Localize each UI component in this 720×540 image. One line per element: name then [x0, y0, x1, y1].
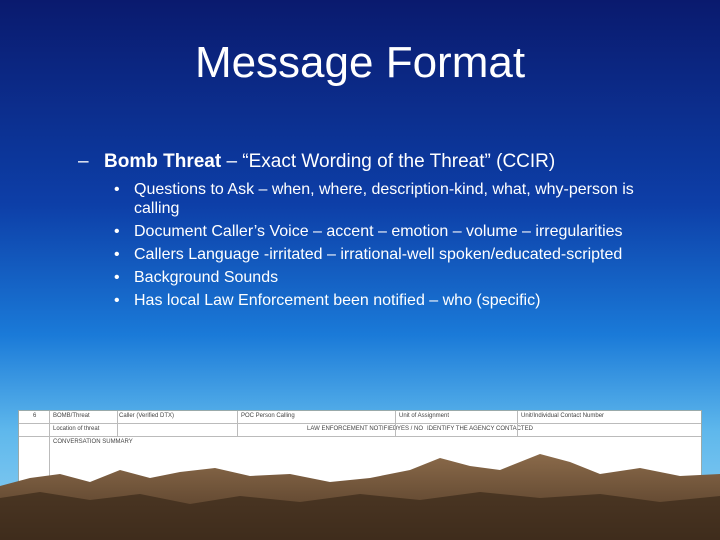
form-divider: [395, 411, 396, 437]
sub-bullet: • Document Caller’s Voice – accent – emotion – volume – irregularities: [114, 223, 623, 240]
form-caller: Caller (Verified DTX): [119, 413, 175, 419]
form-unit: Unit of Assignment: [399, 413, 450, 419]
sub-bullet: • Callers Language -irritated – irrational-well spoken/educated-scripted: [114, 246, 623, 263]
sub-bullet: • Has local Law Enforcement been notified – who (specific): [114, 292, 541, 309]
form-row-number: 6: [33, 413, 37, 419]
form-law: LAW ENFORCEMENT NOTIFIED: [307, 426, 398, 432]
form-divider: [517, 411, 518, 437]
sub-bullet-list: [112, 180, 672, 314]
form-contact: Unit/Individual Contact Number: [521, 413, 605, 419]
bomb-threat-label: Bomb Threat: [104, 151, 222, 172]
form-divider: [117, 411, 118, 437]
main-bullet: [78, 150, 698, 174]
form-agency: IDENTIFY THE AGENCY CONTACTED: [427, 426, 533, 432]
bullet-dot-icon: •: [114, 292, 120, 309]
form-poc: POC Person Calling: [241, 413, 295, 419]
form-yes-no: YES / NO: [397, 426, 424, 432]
form-bomb-threat: BOMB/Threat: [53, 413, 90, 419]
form-location: Location of threat: [53, 426, 100, 432]
sub-bullet: • Questions to Ask – when, where, description-kind, what, why-person is calling: [114, 181, 634, 217]
bullet-dot-icon: •: [114, 223, 120, 240]
bullet-dot-icon: •: [114, 269, 120, 286]
form-row-location: [19, 424, 701, 437]
bullet-dot-icon: •: [114, 246, 120, 263]
sub-bullet: • Background Sounds: [114, 269, 279, 286]
form-divider: [237, 411, 238, 437]
slide-title: Message Format: [194, 38, 526, 87]
form-row-header: [19, 411, 701, 424]
form-summary: CONVERSATION SUMMARY: [53, 439, 133, 445]
main-bullet-text: – “Exact Wording of the Threat” (CCIR): [221, 151, 556, 172]
dash-marker: –: [78, 151, 89, 172]
bullet-dot-icon: •: [114, 181, 120, 198]
mountain-range-graphic: [0, 448, 720, 540]
